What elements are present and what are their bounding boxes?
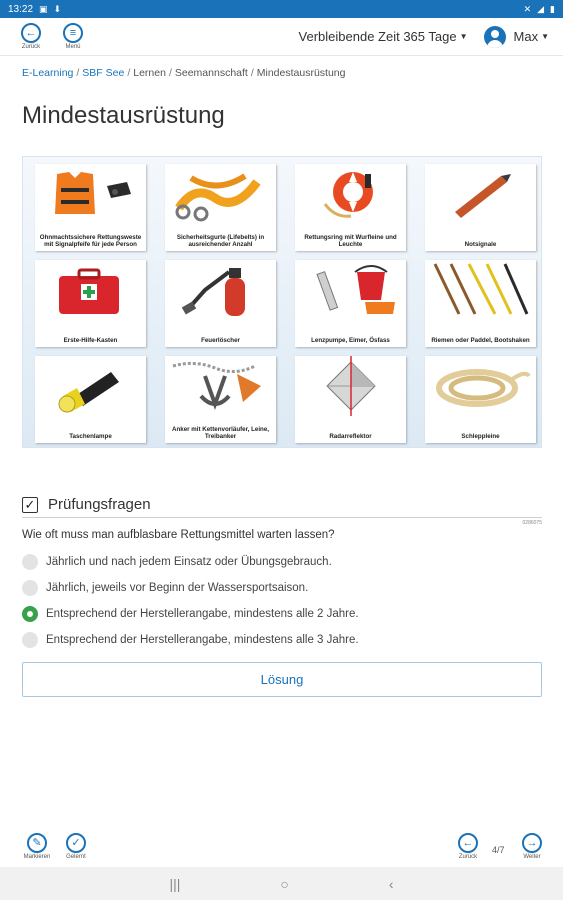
breadcrumb: E-Learning / SBF See / Lernen / Seemannschaft / Mindestausrüstung xyxy=(22,67,346,79)
card-tow-rope xyxy=(425,356,536,443)
card-caption: Erste-Hilfe-Kasten xyxy=(63,337,118,344)
radio-button-selected[interactable] xyxy=(22,606,38,622)
breadcrumb-item-current: Mindestausrüstung xyxy=(256,67,346,79)
mute-icon: ✕ xyxy=(523,3,532,14)
top-bar xyxy=(0,18,563,56)
menu-label: Menü xyxy=(65,44,81,50)
mark-label: Markieren xyxy=(23,854,51,860)
home-icon[interactable]: ○ xyxy=(280,875,289,892)
arrow-left-icon: ← xyxy=(21,23,41,43)
exam-section-header xyxy=(22,492,542,518)
exam-title: Prüfungsfragen xyxy=(48,496,151,513)
status-bar xyxy=(0,0,563,18)
question-id: 0286075 xyxy=(522,520,542,526)
radio-button[interactable] xyxy=(22,580,38,596)
remaining-time-text: Verbleibende Zeit 365 Tage xyxy=(298,29,457,44)
download-icon: ⬇ xyxy=(53,3,62,14)
card-caption: Sicherheitsgurte (Lifebelts) in ausreichender Anzahl xyxy=(176,234,265,248)
question-text: Wie oft muss man aufblasbare Rettungsmittel warten lassen? xyxy=(22,529,335,541)
card-life-jacket xyxy=(35,164,146,251)
back-button[interactable] xyxy=(14,23,48,50)
arrow-right-icon: → xyxy=(522,833,542,853)
answer-text: Entsprechend der Herstellerangabe, mindestens alle 3 Jahre. xyxy=(46,634,359,646)
card-caption: Schleppleine xyxy=(461,433,500,440)
bilge-pump-bucket-icon xyxy=(295,260,406,320)
answer-option-3[interactable] xyxy=(22,601,542,627)
card-fire-extinguisher xyxy=(165,260,276,347)
user-menu[interactable] xyxy=(484,26,549,48)
previous-label: Zurück xyxy=(458,854,478,860)
card-caption: Anker mit Kettenvorläufer, Leine, Treibanker xyxy=(172,426,269,440)
solution-button[interactable]: Lösung xyxy=(22,662,542,697)
card-caption: Ohnmachtssichere Rettungsweste mit Signalpfeife für jede Person xyxy=(39,234,142,248)
arrow-left-icon: ← xyxy=(458,833,478,853)
user-name: Max xyxy=(513,29,539,44)
next-button[interactable] xyxy=(515,833,549,860)
card-distress-signals xyxy=(425,164,536,251)
user-avatar-icon xyxy=(484,26,506,48)
card-caption: Rettungsring mit Wurfleine und Leuchte xyxy=(304,234,397,248)
first-aid-kit-icon xyxy=(35,260,146,320)
card-paddles xyxy=(425,260,536,347)
lifebuoy-icon xyxy=(295,164,406,224)
card-safety-belts xyxy=(165,164,276,251)
caret-down-icon: ▼ xyxy=(541,32,549,41)
caret-down-icon: ▼ xyxy=(459,32,468,41)
answer-option-1[interactable] xyxy=(22,549,542,575)
answer-text: Jährlich und nach jedem Einsatz oder Übungsgebrauch. xyxy=(46,556,332,568)
card-caption: Riemen oder Paddel, Bootshaken xyxy=(431,337,530,344)
check-circle-icon: ✓ xyxy=(66,833,86,853)
menu-icon: ≡ xyxy=(63,23,83,43)
card-caption: Notsignale xyxy=(464,241,497,248)
flashlight-icon xyxy=(35,356,146,416)
learned-button[interactable] xyxy=(59,833,93,860)
exam-checkbox[interactable] xyxy=(22,497,38,513)
breadcrumb-item-seemannschaft[interactable]: Seemannschaft xyxy=(174,67,248,79)
learned-label: Gelernt xyxy=(66,854,86,860)
radio-button[interactable] xyxy=(22,632,38,648)
pencil-icon: ✎ xyxy=(27,833,47,853)
wifi-icon: ◢ xyxy=(537,3,545,14)
paddle-oars-icon xyxy=(425,260,536,320)
recent-apps-icon[interactable]: ||| xyxy=(169,875,181,892)
remaining-time-dropdown[interactable] xyxy=(299,29,468,44)
page-title: Mindestausrüstung xyxy=(22,102,225,129)
page-indicator: 4/7 xyxy=(492,845,505,855)
answer-option-2[interactable] xyxy=(22,575,542,601)
breadcrumb-item-lernen[interactable]: Lernen xyxy=(133,67,166,79)
answer-list xyxy=(22,549,542,653)
breadcrumb-item-sbf-see[interactable]: SBF See xyxy=(82,67,125,79)
card-bilge-pump xyxy=(295,260,406,347)
card-radar-reflector xyxy=(295,356,406,443)
equipment-figure xyxy=(22,156,542,448)
answer-text: Jährlich, jeweils vor Beginn der Wassersportsaison. xyxy=(46,582,309,594)
image-icon: ▣ xyxy=(39,3,48,14)
next-label: Weiter xyxy=(523,854,541,860)
radio-button[interactable] xyxy=(22,554,38,570)
status-time: 13:22 xyxy=(8,3,34,15)
radar-reflector-icon xyxy=(295,356,406,416)
answer-option-4[interactable] xyxy=(22,627,542,653)
anchor-chain-icon xyxy=(165,356,276,416)
system-navigation-bar xyxy=(0,867,563,900)
card-caption: Radarreflektor xyxy=(329,433,372,440)
safety-belt-icon xyxy=(165,164,276,224)
back-label: Zurück xyxy=(21,44,41,50)
card-lifebuoy xyxy=(295,164,406,251)
battery-icon: ▮ xyxy=(550,3,555,14)
check-icon: ✓ xyxy=(24,497,36,512)
menu-button[interactable] xyxy=(56,23,90,50)
card-first-aid xyxy=(35,260,146,347)
fire-extinguisher-icon xyxy=(165,260,276,320)
tow-rope-icon xyxy=(425,356,536,416)
life-jacket-whistle-icon xyxy=(35,164,146,224)
previous-button[interactable] xyxy=(451,833,485,860)
answer-text: Entsprechend der Herstellerangabe, mindestens alle 2 Jahre. xyxy=(46,608,359,620)
breadcrumb-item-elearning[interactable]: E-Learning xyxy=(22,67,74,79)
card-caption: Feuerlöscher xyxy=(201,337,240,344)
footer-toolbar xyxy=(0,833,563,867)
back-nav-icon[interactable]: ‹ xyxy=(388,875,394,892)
mark-button[interactable] xyxy=(20,833,54,860)
card-caption: Taschenlampe xyxy=(69,433,112,440)
card-caption: Lenzpumpe, Eimer, Ösfass xyxy=(311,337,390,344)
card-anchor xyxy=(165,356,276,443)
flare-icon xyxy=(425,164,536,224)
card-flashlight xyxy=(35,356,146,443)
